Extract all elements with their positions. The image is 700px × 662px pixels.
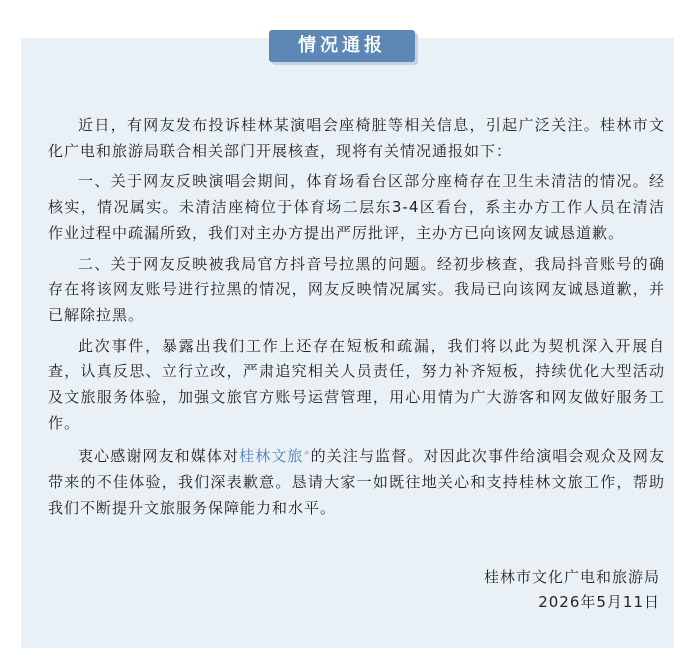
paragraph-intro: 近日，有网友发布投诉桂林某演唱会座椅脏等相关信息，引起广泛关注。桂林市文化广电和旅游局联合相关部门开展核查，现将有关情况通报如下： (48, 116, 665, 160)
paragraph-point-1: 一、关于网友反映演唱会期间，体育场看台区部分座椅存在卫生未清洁的情况。经核实，情况属实。未清洁座椅位于体育场二层东3-4区看台，系主办方工作人员在清洁作业过程中疏漏所致，我们对主办方提出严厉批评，主办方已向该网友诚恳道歉。 (48, 172, 665, 242)
notice-title: 情况通报 (269, 30, 415, 62)
search-icon: ⌕ (304, 448, 311, 459)
paragraph-point-2: 二、关于网友反映被我局官方抖音号拉黑的问题。经初步核查，我局抖音账号的确存在将该网友账号进行拉黑的情况，网友反映情况属实。我局已向该网友诚恳道歉，并已解除拉黑。 (48, 254, 665, 324)
guilin-culture-link[interactable] (239, 447, 310, 465)
thanks-text-start: 衷心感谢网友和媒体对 (78, 447, 240, 466)
guilin-culture-link-label: 桂林文旅 (239, 447, 304, 466)
paragraph-thanks (48, 441, 665, 521)
notice-body (48, 113, 665, 527)
thanks-text-end: 的关注与监督。对因此次事件给演唱会观众及网友带来的不佳体验，我们深表歉意。恳请大家一如既往地关心和支持桂林文旅工作，帮助我们不断提升文旅服务保障能力和水平。 (48, 447, 665, 517)
signature-org: 桂林市文化广电和旅游局 (483, 568, 660, 586)
signature-date: 2026年5月11日 (538, 593, 660, 611)
signature-block (484, 565, 660, 615)
paragraph-reflection: 此次事件，暴露出我们工作上还存在短板和疏漏，我们将以此为契机深入开展自查，认真反思、立行立改，严肃追究相关人员责任，努力补齐短板，持续优化大型活动及文旅服务体验，加强文旅官方账号运营管理，用心用情为广大游客和网友做好服务工作。 (48, 336, 665, 432)
